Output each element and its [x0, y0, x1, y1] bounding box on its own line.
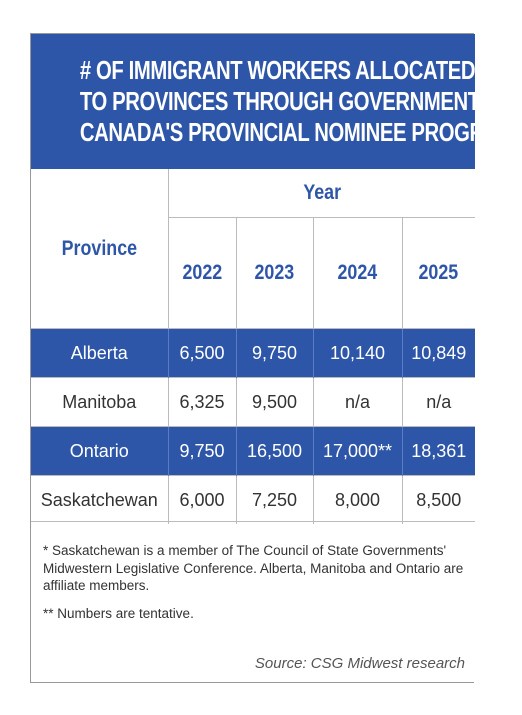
year-2022-header: 2022 — [168, 218, 236, 329]
table-row — [31, 378, 475, 427]
value-cell: n/a — [402, 378, 475, 427]
table-title — [31, 34, 522, 169]
year-2024-header: 2024 — [313, 218, 402, 329]
value-cell: 9,750 — [168, 427, 236, 476]
province-cell: Ontario — [31, 427, 168, 476]
value-cell: 10,849 — [402, 329, 475, 378]
table-row — [31, 476, 475, 525]
title-line-3: CANADA'S PROVINCIAL NOMINEE PROGRAM* — [79, 117, 522, 147]
footnote-tentative: ** Numbers are tentative. — [43, 605, 194, 621]
year-header: Year — [168, 169, 475, 218]
value-cell: 6,500 — [168, 329, 236, 378]
source-credit: Source: CSG Midwest research — [254, 654, 465, 672]
footnote-membership: * Saskatchewan is a member of The Council of State Governments' Midwestern Legislative Conference. Alberta, Manitoba and Ontario are affiliate members. — [43, 543, 464, 593]
title-line-2: TO PROVINCES THROUGH GOVERNMENT OF — [79, 86, 513, 116]
value-cell: 10,140 — [313, 329, 402, 378]
value-cell: 9,750 — [236, 329, 313, 378]
table-row — [31, 329, 475, 378]
value-cell: 8,500 — [402, 476, 475, 525]
value-cell: 9,500 — [236, 378, 313, 427]
value-cell: 18,361 — [402, 427, 475, 476]
value-cell: 8,000 — [313, 476, 402, 525]
province-header: Province — [61, 236, 137, 260]
province-cell: Saskatchewan — [31, 476, 168, 525]
value-cell: 17,000** — [313, 427, 402, 476]
value-cell: 6,325 — [168, 378, 236, 427]
value-cell: 6,000 — [168, 476, 236, 525]
province-cell: Manitoba — [31, 378, 168, 427]
data-table — [31, 169, 475, 524]
province-cell: Alberta — [31, 329, 168, 378]
value-cell: 16,500 — [236, 427, 313, 476]
table-row — [31, 427, 475, 476]
table-frame — [30, 33, 522, 683]
year-2023-header: 2023 — [236, 218, 313, 329]
value-cell: n/a — [313, 378, 402, 427]
year-2025-header: 2025 — [402, 218, 475, 329]
title-line-1: # OF IMMIGRANT WORKERS ALLOCATED — [79, 55, 476, 85]
footnotes — [31, 521, 475, 684]
value-cell: 7,250 — [236, 476, 313, 525]
